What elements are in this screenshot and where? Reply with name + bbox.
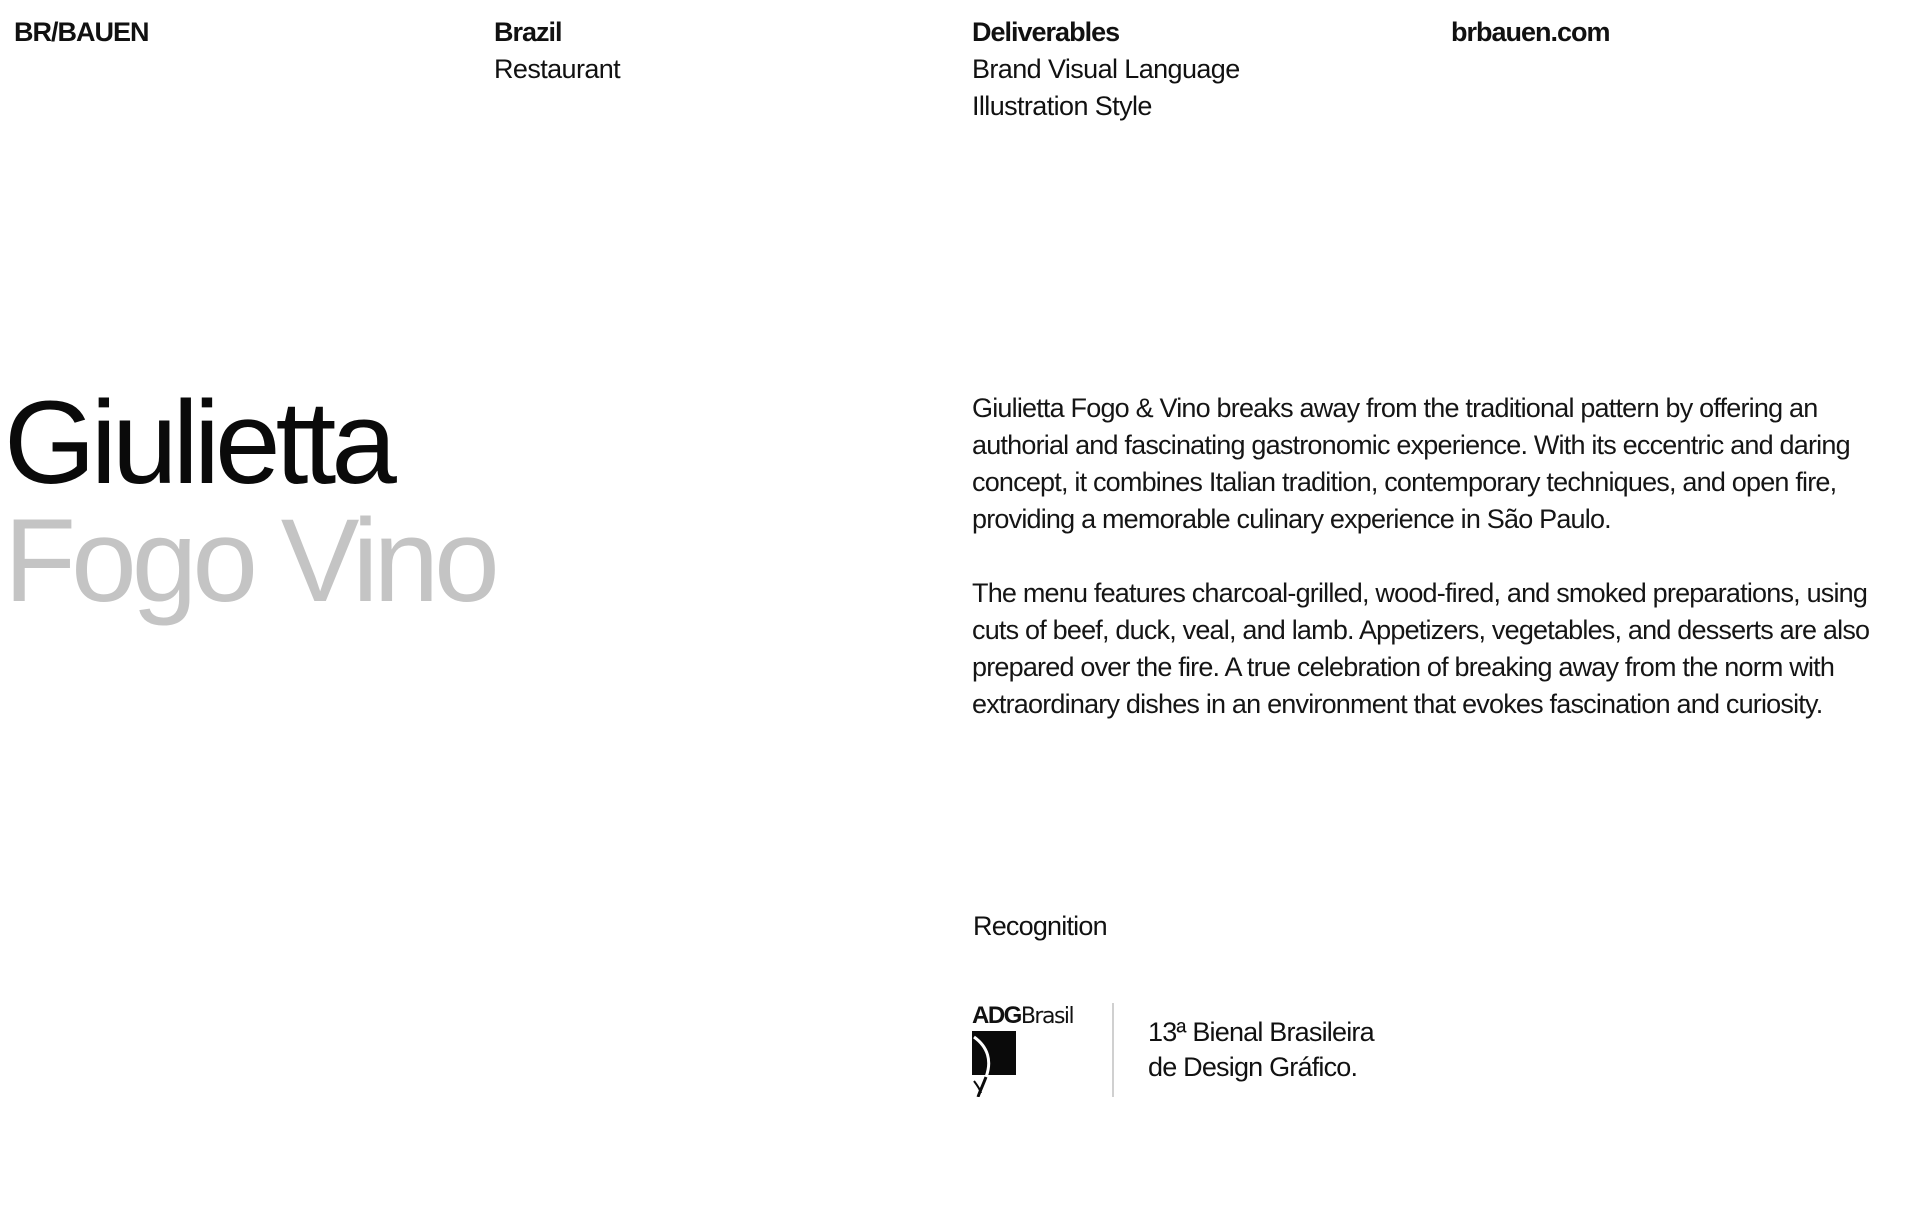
project-description (972, 390, 1917, 760)
deliverables-heading: Deliverables (972, 17, 1120, 47)
award-block (972, 1003, 1374, 1097)
country-value: Restaurant (494, 54, 621, 84)
country-heading: Brazil (494, 17, 562, 47)
meta-country (494, 14, 620, 88)
award-title-line: de Design Gráfico. (1148, 1052, 1358, 1082)
project-title-secondary: Fogo Vino (4, 495, 495, 627)
adg-wordmark (972, 1003, 1073, 1030)
brand-logo[interactable]: BR/BAUEN (14, 17, 149, 47)
recognition-heading: Recognition (973, 911, 1107, 941)
award-title (1148, 1003, 1374, 1085)
adg-brasil-logo (972, 1003, 1082, 1097)
deliverable-item: Brand Visual Language (972, 54, 1240, 84)
project-title-primary: Giulietta (4, 377, 392, 509)
website-link[interactable]: brbauen.com (1451, 17, 1610, 47)
project-title (4, 377, 495, 627)
meta-deliverables (972, 14, 1240, 125)
award-divider (1112, 1003, 1114, 1097)
adg-wordmark-regular: Brasil (1020, 1004, 1074, 1029)
description-paragraph: The menu features charcoal-grilled, wood-fired, and smoked preparations, using cuts of beef, duck, veal, and lamb. Appetizers, vegetables, and desserts are also prepared over the fire. A true celebration of breaking away from the norm with extraordinary dishes in an environment that evokes fascination and curiosity. (972, 578, 1870, 719)
adg-wordmark-bold: ADG (972, 1002, 1021, 1029)
description-paragraph: Giulietta Fogo & Vino breaks away from the traditional pattern by offering an authorial and fascinating gastronomic experience. With its eccentric and daring concept, it combines Italian tradition, contemporary techniques, and open fire, providing a memorable culinary experience in São Paulo. (972, 393, 1850, 534)
award-title-line: 13ª Bienal Brasileira (1148, 1017, 1374, 1047)
adg-mark-icon (972, 1031, 1018, 1097)
deliverable-item: Illustration Style (972, 91, 1152, 121)
